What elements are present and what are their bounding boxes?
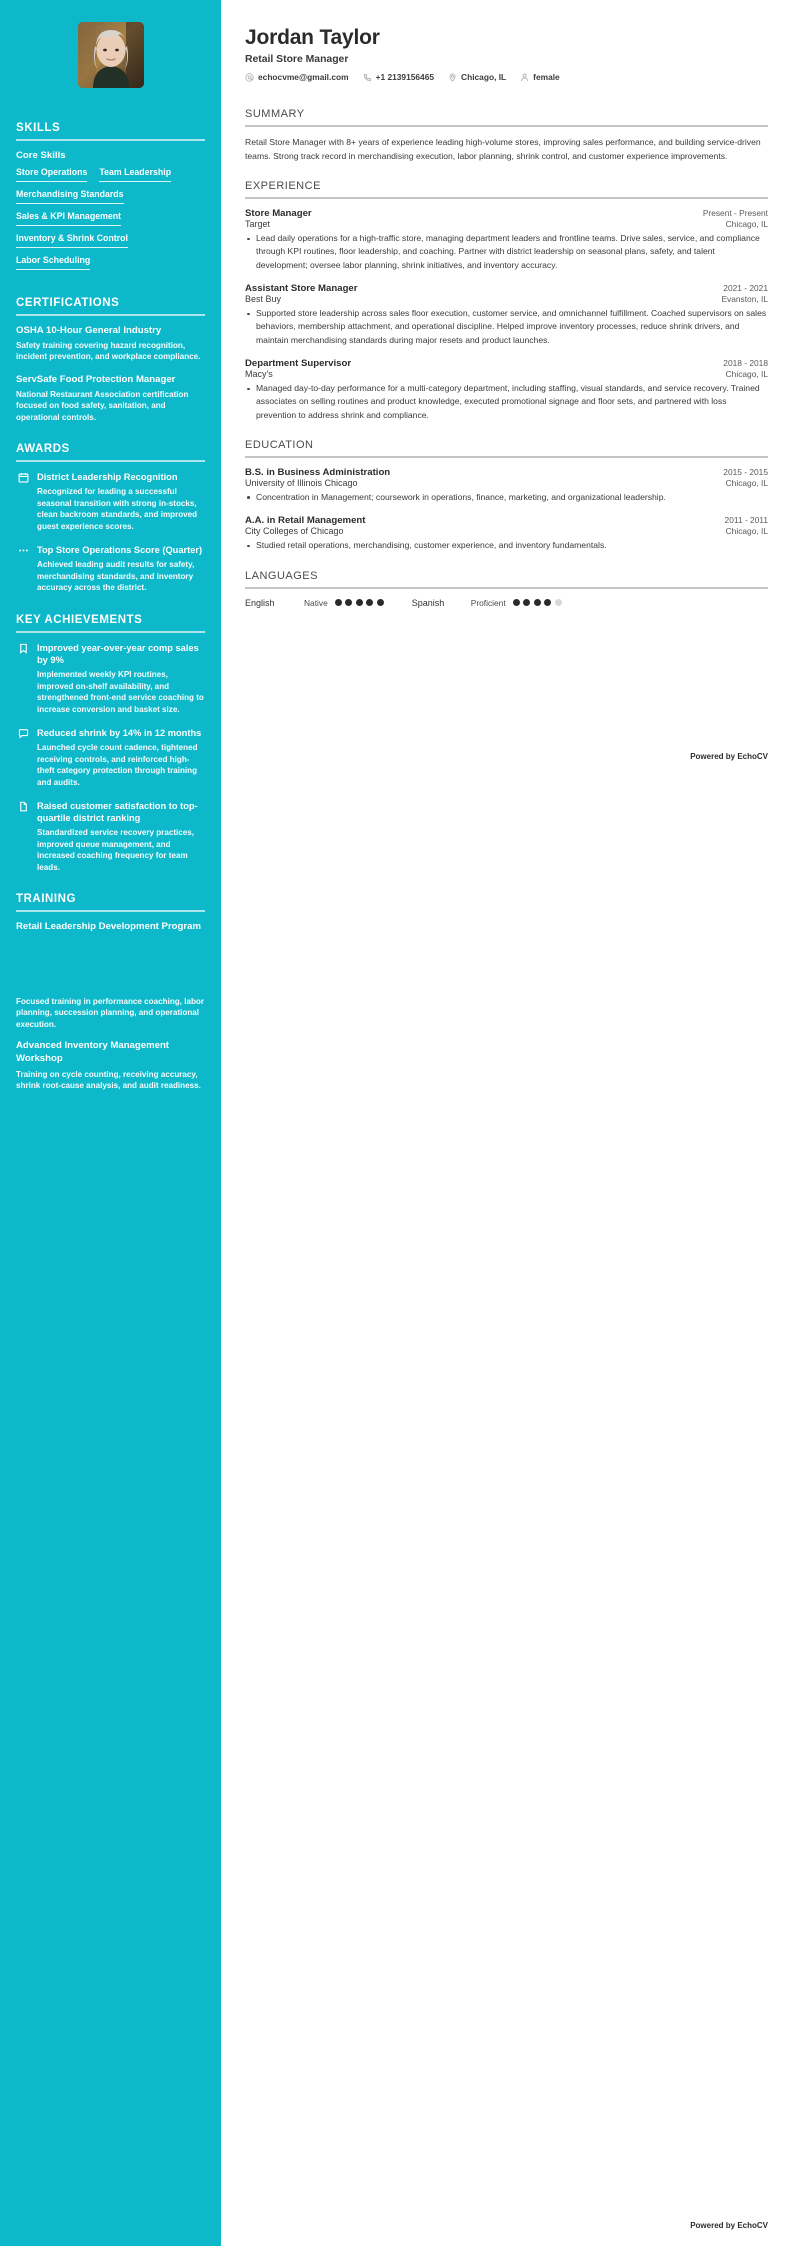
training-spacer bbox=[16, 938, 205, 996]
education-location: Chicago, IL bbox=[725, 477, 768, 488]
summary-heading: SUMMARY bbox=[245, 108, 305, 120]
award-item bbox=[16, 471, 205, 532]
sidebar-section-skills bbox=[16, 122, 205, 277]
skills-heading: SKILLS bbox=[16, 122, 61, 134]
experience-entry bbox=[245, 358, 768, 422]
calendar-icon bbox=[16, 472, 30, 485]
training-item bbox=[16, 921, 205, 1030]
certifications-divider bbox=[16, 314, 205, 316]
contact-email[interactable] bbox=[245, 72, 349, 82]
page-title: Jordan Taylor bbox=[245, 26, 380, 49]
language-name: English bbox=[245, 597, 275, 608]
education-heading: EDUCATION bbox=[245, 438, 314, 451]
education-dates: 2015 - 2015 bbox=[723, 466, 768, 477]
skills-divider bbox=[16, 139, 205, 141]
education-bullets bbox=[245, 491, 768, 504]
award-name: District Leadership Recognition bbox=[37, 472, 178, 483]
person-icon bbox=[520, 73, 529, 82]
award-item bbox=[16, 544, 205, 594]
summary-divider bbox=[245, 125, 768, 127]
summary-text: Retail Store Manager with 8+ years of experience leading high-volume stores, improving sales performance, and building service-driven teams. Strong track record in merchandising execution, labor planning, shrink control, and customer experience improvements. bbox=[245, 137, 761, 161]
skill-chip: Merchandising Standards bbox=[16, 189, 124, 204]
key-achievements-divider bbox=[16, 631, 205, 633]
award-description: Achieved leading audit results for safety, merchandising standards, and inventory accuracy across the district. bbox=[37, 560, 195, 593]
education-bullets bbox=[245, 539, 768, 552]
experience-company: Macy's bbox=[245, 369, 273, 380]
education-entry bbox=[245, 467, 768, 504]
language-level: Native bbox=[304, 597, 328, 608]
training-divider bbox=[16, 910, 205, 912]
languages-heading: LANGUAGES bbox=[245, 569, 318, 582]
language-rating-dots bbox=[335, 599, 384, 606]
experience-title: Assistant Store Manager bbox=[245, 283, 358, 295]
achievement-description: Launched cycle count cadence, tightened receiving controls, and reinforced high-theft category protection through training and audits. bbox=[37, 743, 198, 787]
awards-heading: AWARDS bbox=[16, 443, 70, 456]
awards-divider bbox=[16, 460, 205, 462]
experience-company: Target bbox=[245, 219, 271, 230]
experience-bullets bbox=[245, 307, 768, 347]
experience-entry bbox=[245, 208, 768, 272]
contact-email-text: echocvme@gmail.com bbox=[258, 72, 349, 82]
rating-dot bbox=[544, 599, 551, 606]
rating-dot bbox=[377, 599, 384, 606]
skill-chip: Team Leadership bbox=[99, 167, 171, 182]
certifications-heading: CERTIFICATIONS bbox=[16, 297, 120, 309]
certification-description: National Restaurant Association certification focused on food safety, sanitation, and operational controls. bbox=[16, 389, 189, 422]
chat-bubble-icon bbox=[16, 728, 30, 741]
skill-chip: Labor Scheduling bbox=[16, 255, 90, 270]
training-description: Focused training in performance coaching, labor planning, succession planning, and operational execution. bbox=[16, 996, 204, 1029]
bookmark-icon bbox=[16, 643, 30, 656]
skill-chip: Sales & KPI Management bbox=[16, 211, 121, 226]
training-name: Retail Leadership Development Program bbox=[16, 921, 201, 933]
language-name: Spanish bbox=[411, 597, 445, 608]
section-education bbox=[245, 439, 768, 553]
contact-phone-text: +1 2139156465 bbox=[375, 72, 435, 82]
powered-by-label-footer: Powered by EchoCV bbox=[690, 2221, 768, 2230]
achievement-name: Improved year-over-year comp sales by 9% bbox=[37, 642, 199, 666]
experience-location: Chicago, IL bbox=[725, 219, 768, 230]
profile-photo bbox=[78, 22, 144, 88]
education-divider bbox=[245, 456, 768, 458]
experience-title: Department Supervisor bbox=[245, 358, 352, 370]
contact-location[interactable] bbox=[448, 72, 506, 82]
main-content bbox=[221, 0, 794, 2246]
sidebar-section-awards bbox=[16, 443, 205, 594]
language-level: Proficient bbox=[470, 597, 506, 608]
languages-divider bbox=[245, 587, 768, 589]
achievement-description: Implemented weekly KPI routines, improved on-shelf availability, and strengthened front-end service coaching to increase conversion and basket size. bbox=[37, 670, 204, 714]
education-school: University of Illinois Chicago bbox=[245, 477, 358, 488]
contact-gender-text: female bbox=[533, 72, 560, 82]
rating-dot bbox=[335, 599, 342, 606]
experience-company: Best Buy bbox=[245, 294, 282, 305]
powered-by-label: Powered by EchoCV bbox=[690, 752, 768, 761]
training-item bbox=[16, 1040, 205, 1092]
certification-item bbox=[16, 325, 205, 363]
experience-location: Chicago, IL bbox=[725, 369, 768, 380]
experience-heading: EXPERIENCE bbox=[245, 180, 321, 193]
experience-bullets bbox=[245, 382, 768, 422]
email-icon bbox=[245, 73, 254, 82]
education-location: Chicago, IL bbox=[725, 526, 768, 537]
experience-entry bbox=[245, 283, 768, 347]
certification-name: ServSafe Food Protection Manager bbox=[16, 373, 176, 385]
education-degree: B.S. in Business Administration bbox=[245, 466, 391, 478]
achievement-item bbox=[16, 727, 205, 788]
contact-location-text: Chicago, IL bbox=[461, 72, 507, 82]
experience-dates: 2018 - 2018 bbox=[723, 358, 768, 369]
avatar bbox=[16, 22, 205, 88]
experience-bullets bbox=[245, 232, 768, 272]
certification-item bbox=[16, 374, 205, 423]
section-experience bbox=[245, 180, 768, 422]
sidebar-section-certifications bbox=[16, 297, 205, 423]
skills-list bbox=[16, 167, 205, 277]
phone-icon bbox=[363, 73, 372, 82]
rating-dot bbox=[523, 599, 530, 606]
training-name: Advanced Inventory Management Workshop bbox=[16, 1040, 170, 1064]
education-dates: 2011 - 2011 bbox=[724, 515, 768, 526]
sidebar bbox=[0, 0, 221, 2246]
rating-dot bbox=[513, 599, 520, 606]
bullet-item: Lead daily operations for a high-traffic store, managing department leaders and frontline teams. Drive sales, service, and compliance through KPI routines, floor leadership, and coaching. Partner with district leadership on seasonal plans, safety, and talent development; oversee labor planning, shrink initiatives, and inventory accuracy. bbox=[245, 232, 768, 272]
experience-title: Store Manager bbox=[245, 208, 312, 220]
award-description: Recognized for leading a successful seasonal transition with strong in-stocks, clean backroom standards, and improved guest experience scores. bbox=[37, 487, 198, 531]
education-entry bbox=[245, 515, 768, 552]
rating-dot bbox=[345, 599, 352, 606]
rating-dot bbox=[356, 599, 363, 606]
experience-dates: 2021 - 2021 bbox=[723, 283, 768, 294]
profile-photo-image bbox=[78, 22, 144, 88]
key-achievements-heading: KEY ACHIEVEMENTS bbox=[16, 613, 143, 626]
contact-bar bbox=[245, 72, 768, 82]
skill-chip: Inventory & Shrink Control bbox=[16, 233, 128, 248]
achievement-description: Standardized service recovery practices, improved queue management, and increased coaching frequency for team leads. bbox=[37, 828, 195, 872]
achievement-name: Reduced shrink by 14% in 12 months bbox=[37, 728, 202, 739]
rating-dot bbox=[534, 599, 541, 606]
rating-dot bbox=[366, 599, 373, 606]
education-degree: A.A. in Retail Management bbox=[245, 515, 366, 527]
ellipsis-icon bbox=[16, 545, 30, 558]
sidebar-section-key-achievements bbox=[16, 614, 205, 873]
location-pin-icon bbox=[448, 73, 457, 82]
bullet-item: Managed day-to-day performance for a multi-category department, including staffing, visual standards, and service recovery. Trained associates on selling routines and product knowledge, executed promotional signage and floor sets, and partnered with loss prevention to address shrink and compliance. bbox=[245, 382, 768, 422]
bullet-item: Studied retail operations, merchandising, customer experience, and inventory fundamentals. bbox=[245, 539, 768, 552]
training-heading: TRAINING bbox=[16, 893, 76, 906]
contact-gender bbox=[520, 72, 560, 82]
language-item bbox=[412, 598, 562, 608]
document-icon bbox=[16, 801, 30, 814]
achievement-item bbox=[16, 800, 205, 873]
language-rating-dots bbox=[513, 599, 562, 606]
education-school: City Colleges of Chicago bbox=[245, 526, 344, 537]
skills-group-label: Core Skills bbox=[16, 150, 66, 161]
experience-divider bbox=[245, 197, 768, 199]
experience-dates: Present - Present bbox=[702, 208, 768, 219]
sidebar-section-training bbox=[16, 893, 205, 1092]
rating-dot-empty bbox=[555, 599, 562, 606]
training-description: Training on cycle counting, receiving accuracy, shrink root-cause analysis, and audit readiness. bbox=[16, 1070, 201, 1091]
bullet-item: Concentration in Management; coursework in operations, finance, marketing, and organizational leadership. bbox=[245, 491, 768, 504]
achievement-name: Raised customer satisfaction to top-quartile district ranking bbox=[37, 801, 198, 824]
job-title: Retail Store Manager bbox=[245, 54, 349, 65]
award-name: Top Store Operations Score (Quarter) bbox=[37, 545, 203, 556]
experience-location: Evanston, IL bbox=[721, 294, 768, 305]
section-languages bbox=[245, 570, 768, 608]
skill-chip: Store Operations bbox=[16, 167, 87, 182]
achievement-item bbox=[16, 642, 205, 715]
bullet-item: Supported store leadership across sales floor execution, customer service, and omnichannel fulfillment. Coached supervisors on sales behaviors, membership attachment, and operational discipline. Helped improve inventory processes, reduce shrink drivers, and maintain merchandising standards during major resets and product launches. bbox=[245, 307, 768, 347]
language-item bbox=[245, 598, 384, 608]
section-summary bbox=[245, 108, 768, 163]
contact-phone[interactable] bbox=[363, 72, 434, 82]
certification-name: OSHA 10-Hour General Industry bbox=[16, 325, 162, 336]
certification-description: Safety training covering hazard recognition, incident prevention, and workplace compliance. bbox=[16, 340, 201, 362]
languages-list bbox=[245, 598, 768, 608]
